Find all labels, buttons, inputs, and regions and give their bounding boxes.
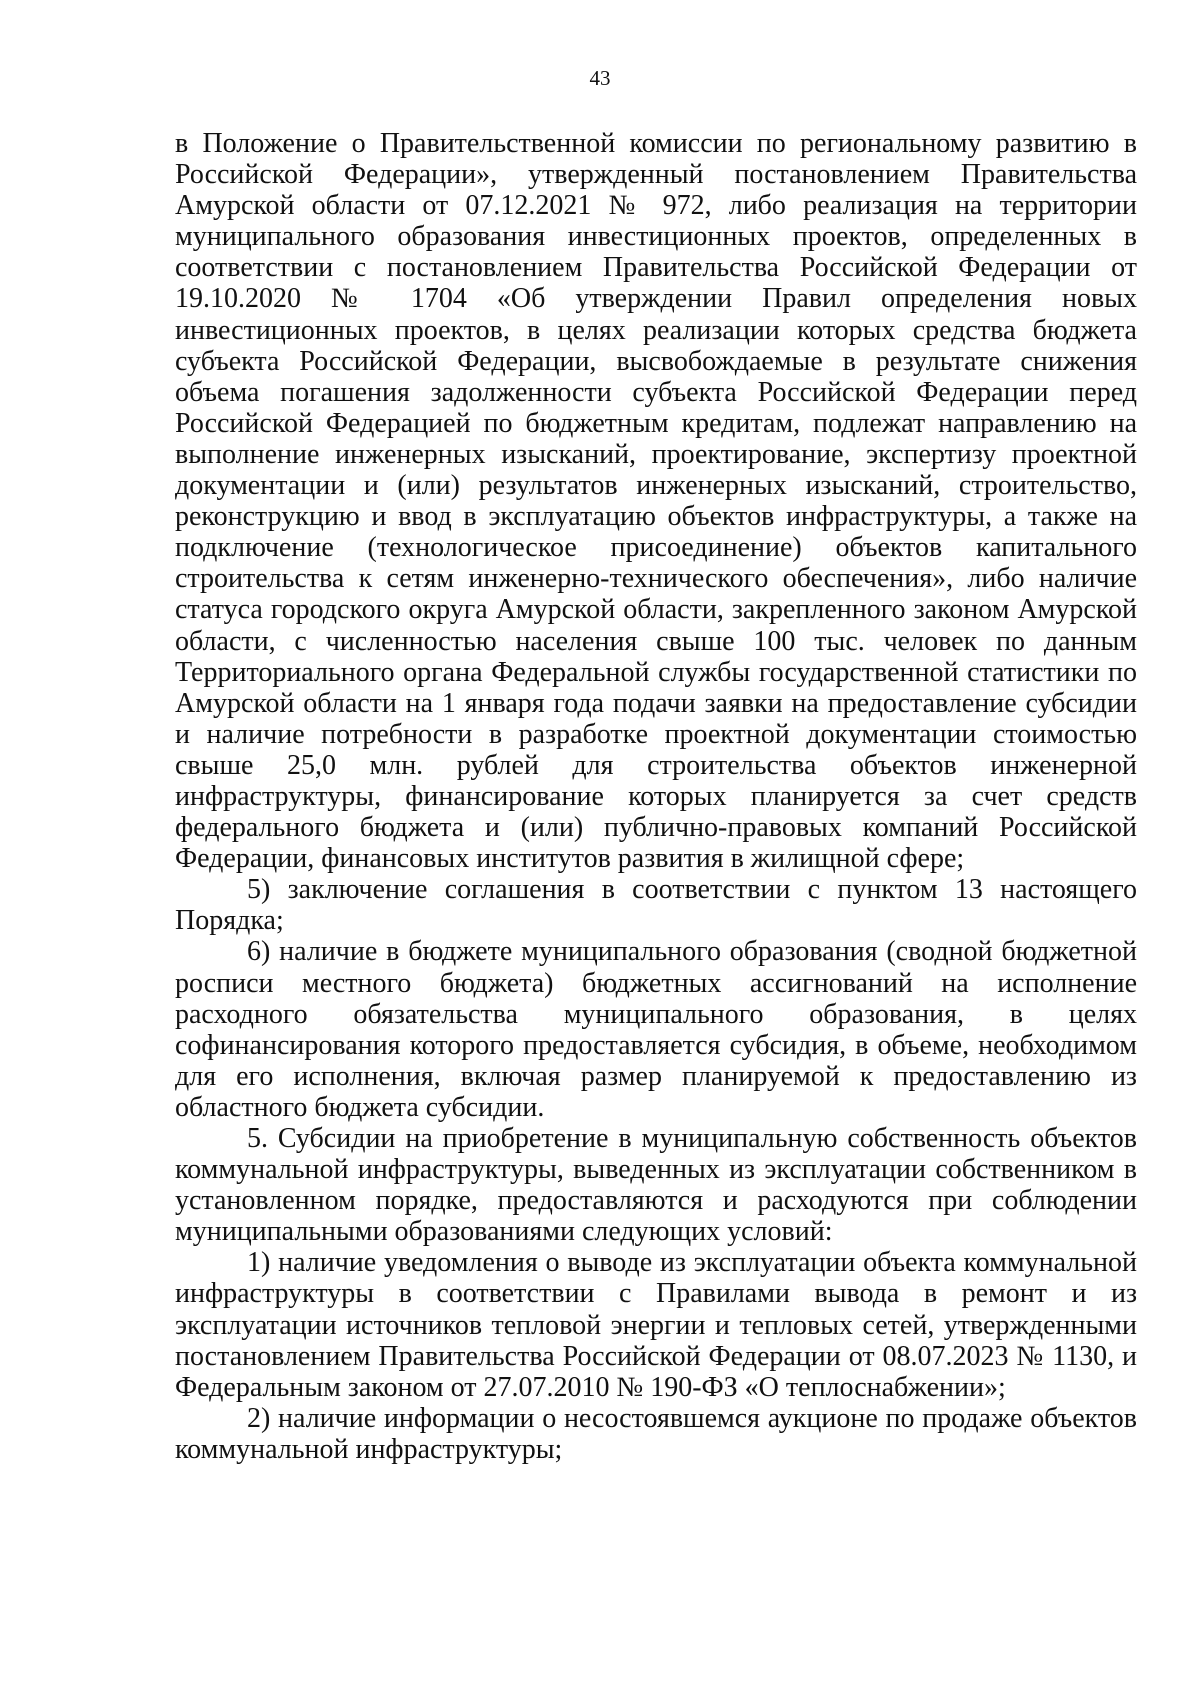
document-body bbox=[175, 128, 1137, 1465]
page-number: 43 bbox=[589, 66, 611, 90]
paragraph-item-5: 5) заключение соглашения в соответствии с пунктом 13 настоящего Порядка; bbox=[175, 874, 1137, 937]
paragraph-condition-1: 1) наличие уведомления о выводе из эксплуатации объекта коммунальной инфраструктуры в соответствии с Правилами вывода в ремонт и из эксплуатации источников тепловой энергии и тепловых сетей, утвержденными постановлением Правительства Российской Федерации от 08.07.2023 № 1130, и Федеральным законом от 27.07.2010 № 190-ФЗ «О теплоснабжении»; bbox=[175, 1247, 1137, 1403]
paragraph-section-5: 5. Субсидии на приобретение в муниципальную собственность объектов коммунальной инфраструктуры, выведенных из эксплуатации собственником в установленном порядке, предоставляются и расходуются при соблюдении муниципальными образованиями следующих условий: bbox=[175, 1123, 1137, 1248]
paragraph-condition-2: 2) наличие информации о несостоявшемся аукционе по продаже объектов коммунальной инфраструктуры; bbox=[175, 1402, 1137, 1465]
paragraph-item-6: 6) наличие в бюджете муниципального образования (сводной бюджетной росписи местного бюджета) бюджетных ассигнований на исполнение расходного обязательства муниципального образования, в целях софинансирования которого предоставляется субсидия, в объеме, необходимом для его исполнения, включая размер планируемой к предоставлению из областного бюджета субсидии. bbox=[175, 936, 1137, 1123]
paragraph-continuation: в Положение о Правительственной комиссии по региональному развитию в Российской Федерации», утвержденный постановлением Правительства Амурской области от 07.12.2021 № 972, либо реализация на территории муниципального образования инвестиционных проектов, определенных в соответствии с постановлением Правительства Российской Федерации от 19.10.2020 № 1704 «Об утверждении Правил определения новых инвестиционных проектов, в целях реализации которых средства бюджета субъекта Российской Федерации, высвобождаемые в результате снижения объема погашения задолженности субъекта Российской Федерации перед Российской Федерацией по бюджетным кредитам, подлежат направлению на выполнение инженерных изысканий, проектирование, экспертизу проектной документации и (или) результатов инженерных изысканий, строительство, реконструкцию и ввод в эксплуатацию объектов инфраструктуры, а также на подключение (технологическое присоединение) объектов капитального строительства к сетям инженерно-технического обеспечения», либо наличие статуса городского округа Амурской области, закрепленного законом Амурской области, с численностью населения свыше 100 тыс. человек по данным Территориального органа Федеральной службы государственной статистики по Амурской области на 1 января года подачи заявки на предоставление субсидии и наличие потребности в разработке проектной документации стоимостью свыше 25,0 млн. рублей для строительства объектов инженерной инфраструктуры, финансирование которых планируется за счет средств федерального бюджета и (или) публично-правовых компаний Российской Федерации, финансовых институтов развития в жилищной сфере; bbox=[175, 128, 1137, 875]
